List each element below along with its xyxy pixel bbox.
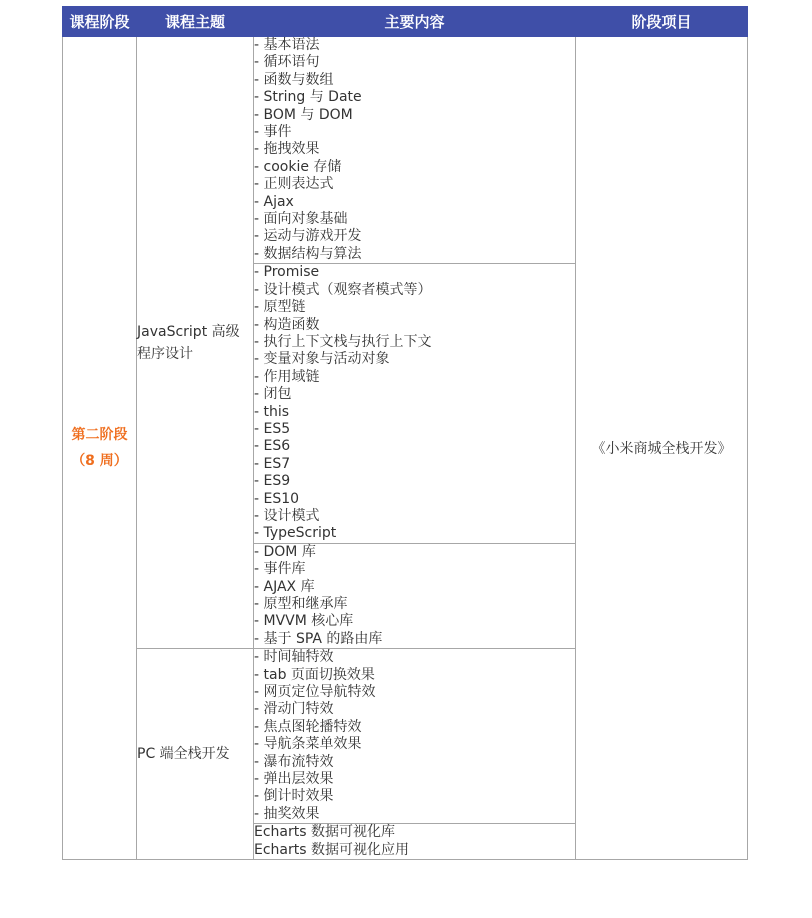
content-item: - 基于 SPA 的路由库 bbox=[254, 630, 383, 647]
header-stage: 课程阶段 bbox=[63, 7, 137, 37]
stage-cell bbox=[63, 37, 137, 860]
content-group-5 bbox=[254, 824, 576, 860]
project-cell: 《小米商城全栈开发》 bbox=[576, 37, 748, 860]
content-item: - this bbox=[254, 403, 290, 420]
content-item: - cookie 存储 bbox=[254, 158, 342, 175]
content-item: - Promise bbox=[254, 264, 320, 281]
content-item: Echarts 数据可视化应用 bbox=[254, 841, 409, 858]
content-item: - BOM 与 DOM bbox=[254, 106, 353, 123]
content-item: - 基本语法 bbox=[254, 37, 320, 53]
content-item: - 事件库 bbox=[254, 561, 306, 578]
content-item: - 循环语句 bbox=[254, 54, 320, 71]
content-item: - 滑动门特效 bbox=[254, 701, 334, 718]
content-item: - 设计模式（观察者模式等） bbox=[254, 281, 432, 298]
content-group-2 bbox=[254, 264, 576, 544]
content-item: - TypeScript bbox=[254, 525, 337, 542]
content-item: - ES9 bbox=[254, 473, 291, 490]
content-item: - 运动与游戏开发 bbox=[254, 228, 362, 245]
stage-name: 第二阶段 bbox=[71, 427, 128, 444]
content-item: - ES5 bbox=[254, 420, 291, 437]
header-topic: 课程主题 bbox=[137, 7, 254, 37]
content-item: - 倒计时效果 bbox=[254, 788, 334, 805]
content-item: - 网页定位导航特效 bbox=[254, 684, 376, 701]
content-item: - String 与 Date bbox=[254, 89, 362, 106]
content-item: - ES6 bbox=[254, 438, 291, 455]
content-item: - MVVM 核心库 bbox=[254, 613, 354, 630]
content-item: - 设计模式 bbox=[254, 507, 320, 524]
content-item: - 作用域链 bbox=[254, 368, 320, 385]
content-item: - 原型和继承库 bbox=[254, 596, 348, 612]
content-item: - ES10 bbox=[254, 490, 300, 507]
content-item: - Ajax bbox=[254, 193, 294, 210]
content-item: - tab 页面切换效果 bbox=[254, 666, 375, 683]
content-item: - 面向对象基础 bbox=[254, 211, 348, 228]
table-row bbox=[63, 37, 748, 264]
content-item: - 执行上下文栈与执行上下文 bbox=[254, 333, 432, 350]
header-content: 主要内容 bbox=[254, 7, 576, 37]
content-item: - 焦点图轮播特效 bbox=[254, 718, 362, 735]
stage-duration: （8 周） bbox=[71, 453, 128, 470]
content-item: - 正则表达式 bbox=[254, 176, 334, 193]
content-item: - 函数与数组 bbox=[254, 71, 334, 88]
content-item: - 抽奖效果 bbox=[254, 805, 320, 822]
content-item: - ES7 bbox=[254, 455, 291, 472]
curriculum-table bbox=[62, 6, 748, 860]
content-group-1 bbox=[254, 37, 576, 264]
content-item: - 导航条菜单效果 bbox=[254, 736, 362, 753]
topic-pc-fullstack: PC 端全栈开发 bbox=[137, 649, 254, 860]
content-item: - 构造函数 bbox=[254, 316, 320, 333]
content-item: - 拖拽效果 bbox=[254, 141, 320, 158]
content-item: - 瀑布流特效 bbox=[254, 753, 334, 770]
content-item: - 数据结构与算法 bbox=[254, 245, 362, 262]
topic-javascript: JavaScript 高级程序设计 bbox=[137, 37, 254, 649]
content-item: Echarts 数据可视化库 bbox=[254, 824, 395, 841]
content-item: - DOM 库 bbox=[254, 543, 316, 560]
content-item: - 原型链 bbox=[254, 299, 306, 316]
content-item: - 变量对象与活动对象 bbox=[254, 351, 390, 368]
content-group-3 bbox=[254, 543, 576, 648]
content-group-4 bbox=[254, 649, 576, 824]
header-project: 阶段项目 bbox=[576, 7, 748, 37]
content-item: - AJAX 库 bbox=[254, 578, 315, 595]
content-item: - 闭包 bbox=[254, 386, 292, 403]
header-row bbox=[63, 7, 748, 37]
content-item: - 时间轴特效 bbox=[254, 649, 334, 666]
content-item: - 弹出层效果 bbox=[254, 771, 334, 788]
content-item: - 事件 bbox=[254, 124, 292, 141]
